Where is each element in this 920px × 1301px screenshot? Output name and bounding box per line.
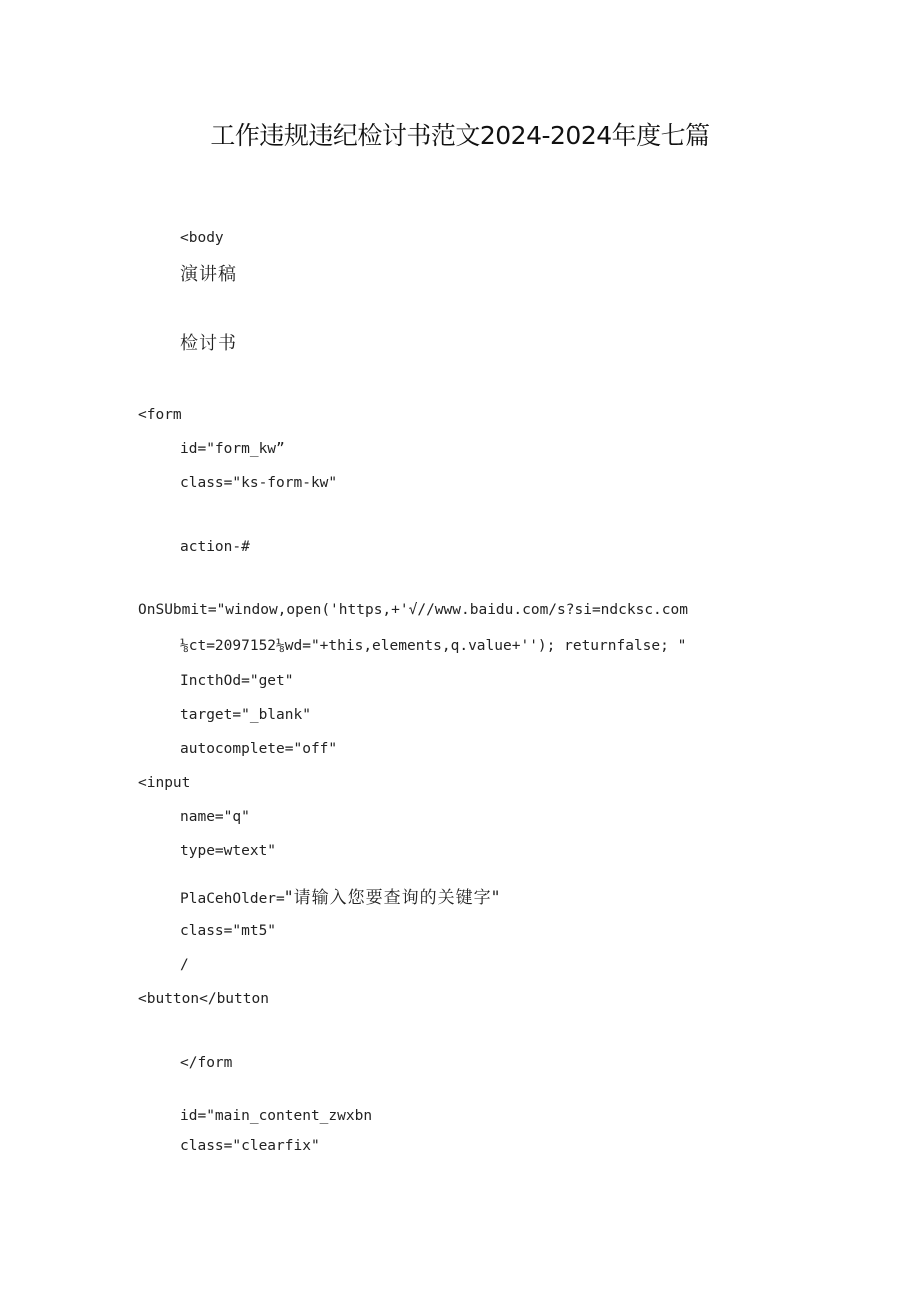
code-line-placeholder xyxy=(180,888,500,909)
code-line-input-class: class="mt5" xyxy=(180,923,277,939)
code-line-form-action: action-# xyxy=(180,539,250,555)
code-line-form-class: class="ks-form-kw" xyxy=(180,475,338,491)
code-line-onsubmit-cont: ⅛ct=2097152⅛wd="+this,elements,q.value+''); returnfalse; " xyxy=(180,638,687,654)
document-title: 工作违规违纪检讨书范文2024-2024年度七篇 xyxy=(210,121,710,150)
code-line-input-name: name="q" xyxy=(180,809,250,825)
code-line-body: <body xyxy=(180,230,224,246)
code-line-autocomplete: autocomplete="off" xyxy=(180,741,338,757)
code-line-onsubmit: OnSUbmit="window,open('https,+'√∕∕www.baidu.com/s?si=ndcksc.com xyxy=(138,602,688,618)
code-line-target: target="_blank" xyxy=(180,707,311,723)
code-line-method: IncthOd="get" xyxy=(180,673,294,689)
code-line-input-open: <input xyxy=(138,775,191,791)
code-line-self-close: / xyxy=(180,957,189,973)
code-line-button: <button<∕button xyxy=(138,991,269,1007)
placeholder-attr-value: "请输入您要查询的关键字" xyxy=(284,888,501,908)
code-line-form-open: <form xyxy=(138,407,182,423)
code-line-main-id: id="main_content_zwxbn xyxy=(180,1108,373,1124)
placeholder-attr-name: PlaCehOlder= xyxy=(180,891,285,907)
code-line-main-class: class="clearfix" xyxy=(180,1138,320,1154)
code-line-form-close: <∕form xyxy=(180,1055,233,1071)
code-line-input-type: type=wtext" xyxy=(180,843,277,859)
text-line-self-criticism: 检讨书 xyxy=(180,333,237,354)
text-line-speech: 演讲稿 xyxy=(180,264,237,285)
code-line-form-id: id="form_kw” xyxy=(180,441,285,457)
